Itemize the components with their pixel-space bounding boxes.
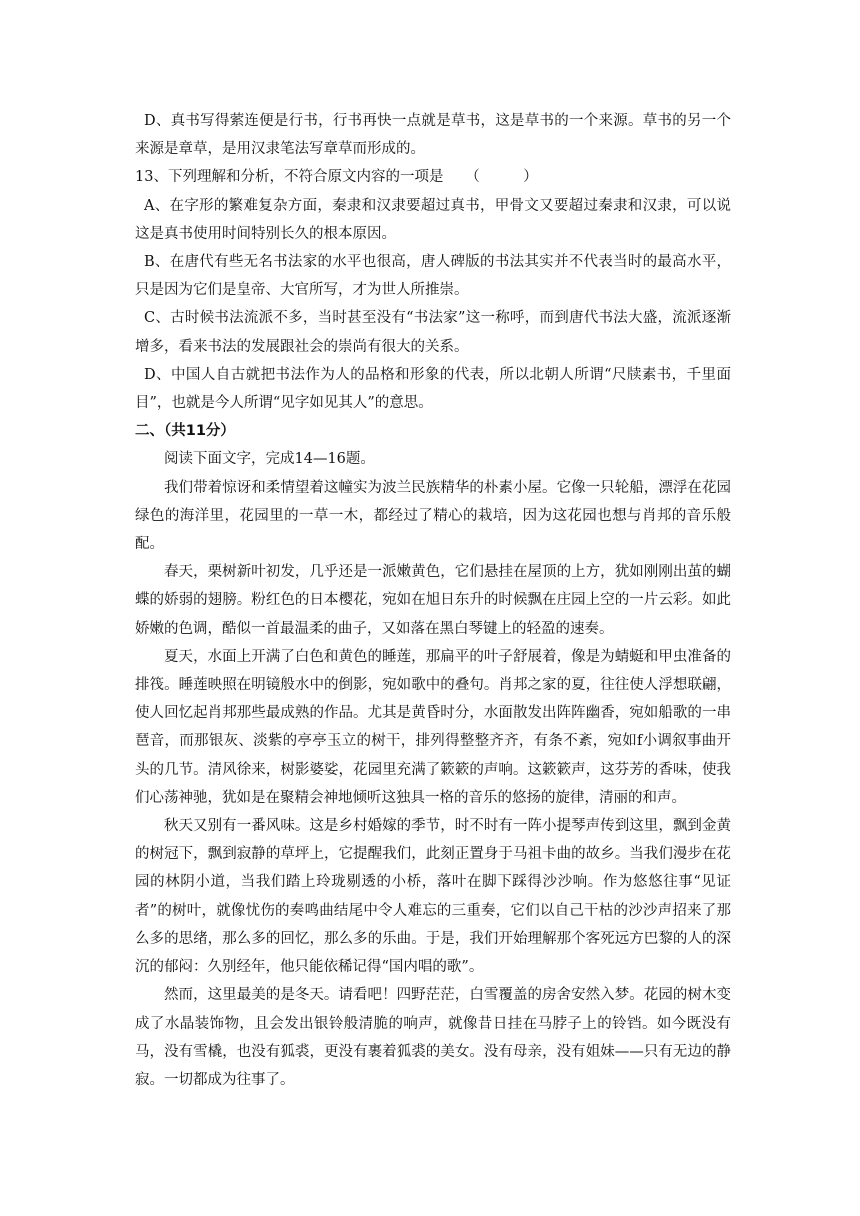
passage-paragraph-3: 夏天，水面上开满了白色和黄色的睡莲，那扁平的叶子舒展着，像是为蜻蜓和甲虫准备的排筏。睡莲映照在明镜般水中的倒影，宛如歌中的叠句。肖邦之家的夏，往往使人浮想联翩，使人回忆起肖邦那些最成熟的作品。尤其是黄昏时分，水面散发出阵阵幽香，宛如船歌的一串琶音，而那银灰、淡紫的亭亭玉立的树干，排列得整整齐齐，有条不紊，宛如f小调叙事曲开头的几节。清风徐来，树影婆娑，花园里充满了簌簌的声响。这簌簌声，这芬芳的香味，使我们心荡神驰，犹如是在聚精会神地倾听这独具一格的音乐的悠扬的旋律，清丽的和声。 bbox=[135, 648, 731, 806]
option-13-b: B、在唐代有些无名书法家的水平也很高，唐人碑版的书法其实并不代表当时的最高水平，只是因为它们是皇帝、大官所写，才为世人所推崇。 bbox=[135, 254, 731, 299]
section-2-heading: 二、（共11分） bbox=[135, 423, 235, 440]
passage-paragraph-5: 然而，这里最美的是冬天。请看吧！四野茫茫，白雪覆盖的房舍安然入梦。花园的树木变成了水晶装饰物，且会发出银铃般清脆的响声，就像昔日挂在马脖子上的铃铛。如今既没有马，没有雪橇，也没有狐裘，更没有裹着狐裘的美女。没有母亲，没有姐妹——只有无边的静寂。一切都成为往事了。 bbox=[135, 987, 731, 1088]
option-13-c: C、古时候书法流派不多，当时甚至没有“书法家”这一称呼，而到唐代书法大盛，流派逐渐增多，看来书法的发展跟社会的崇尚有很大的关系。 bbox=[135, 310, 731, 355]
passage-paragraph-4: 秋天又别有一番风味。这是乡村婚嫁的季节，时不时有一阵小提琴声传到这里，飘到金黄的树冠下，飘到寂静的草坪上，它提醒我们，此刻正置身于马祖卡曲的故乡。当我们漫步在花园的林阴小道，当我们踏上玲珑剔透的小桥，落叶在脚下踩得沙沙响。作为悠悠往事“见证者”的树叶，就像忧伤的奏鸣曲结尾中令人难忘的三重奏，它们以自己干枯的沙沙声招来了那么多的思绪，那么多的回忆，那么多的乐曲。于是，我们开始理解那个客死远方巴黎的人的深沉的郁闷：久别经年，他只能依稀记得“国内唱的歌”。 bbox=[135, 818, 731, 976]
question-13: 13、下列理解和分析，不符合原文内容的一项是 （ ） bbox=[135, 169, 538, 186]
option-12-d: D、真书写得萦连便是行书，行书再快一点就是草书，这是草书的一个来源。草书的另一个来源是章草，是用汉隶笔法写章草而形成的。 bbox=[135, 113, 731, 158]
passage-paragraph-1: 我们带着惊讶和柔情望着这幢实为波兰民族精华的朴素小屋。它像一只轮船，漂浮在花园绿色的海洋里，花园里的一草一木，都经过了精心的栽培，因为这花园也想与肖邦的音乐般配。 bbox=[135, 479, 731, 553]
option-13-a: A、在字形的繁难复杂方面，秦隶和汉隶要超过真书，甲骨文又要超过秦隶和汉隶，可以说这是真书使用时间特别长久的根本原因。 bbox=[135, 197, 731, 242]
reading-instruction: 阅读下面文字，完成14—16题。 bbox=[164, 451, 375, 468]
document-body bbox=[135, 107, 731, 1094]
passage-paragraph-2: 春天，栗树新叶初发，几乎还是一派嫩黄色，它们悬挂在屋顶的上方，犹如刚刚出茧的蝴蝶的娇弱的翅膀。粉红色的日本樱花，宛如在旭日东升的时候飘在庄园上空的一片云彩。如此娇嫩的色调，酷似一首最温柔的曲子，又如落在黑白琴键上的轻盈的速奏。 bbox=[135, 564, 731, 637]
option-13-d: D、中国人自古就把书法作为人的品格和形象的代表，所以北朝人所谓“尺牍素书，千里面目”，也就是今人所谓“见字如见其人”的意思。 bbox=[135, 366, 731, 412]
